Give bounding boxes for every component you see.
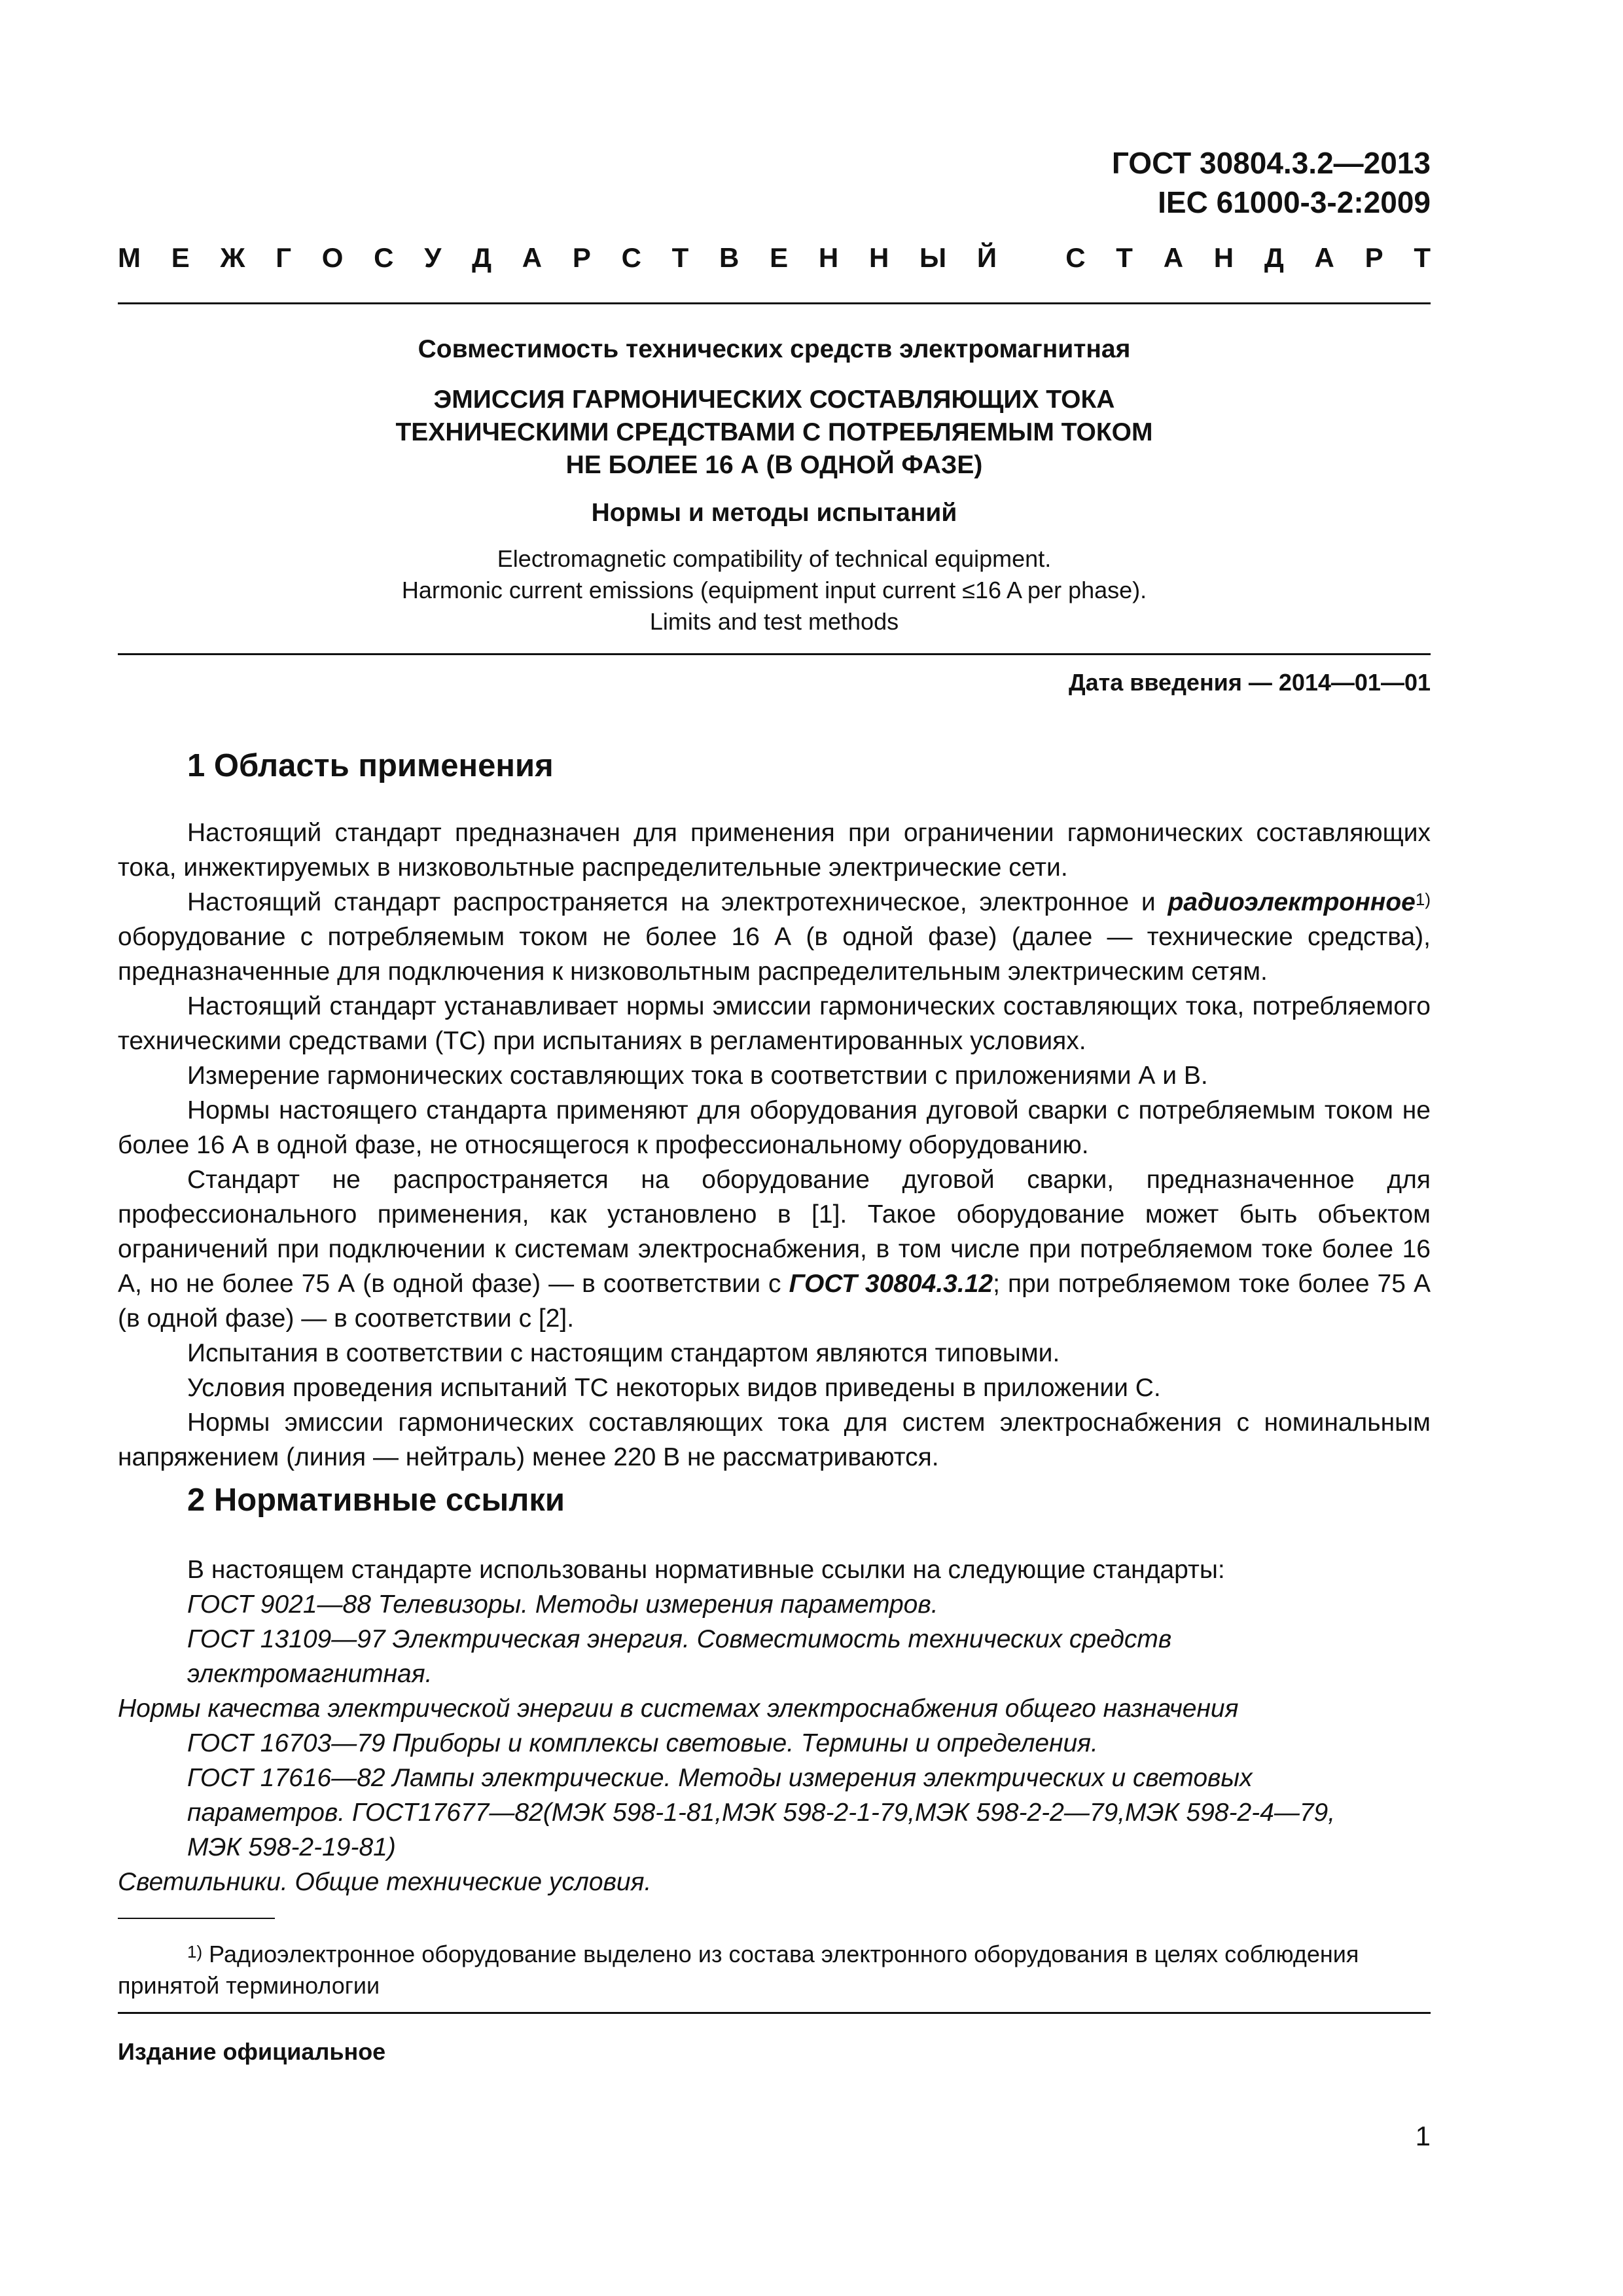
- reference-item: электромагнитная.: [187, 1660, 433, 1688]
- reference-item: Нормы качества электрической энергии в системах электроснабжения общего назначения: [118, 1695, 1239, 1723]
- footnote-ref[interactable]: 1): [1415, 889, 1431, 909]
- english-title-line: Electromagnetic compatibility of technical equipment.: [497, 545, 1052, 572]
- footnote-line: принятой терминологии: [118, 1972, 380, 1999]
- introduction-date: Дата введения — 2014—01—01: [1068, 669, 1431, 696]
- reference-item: ГОСТ 13109—97 Электрическая энергия. Совместимость технических средств: [187, 1625, 1172, 1653]
- banner-letter: Г: [276, 242, 291, 273]
- main-title-line: ЭМИССИЯ ГАРМОНИЧЕСКИХ СОСТАВЛЯЮЩИХ ТОКА: [433, 386, 1115, 414]
- banner-letter: С: [621, 242, 641, 273]
- banner-letter: Т: [671, 242, 689, 273]
- banner-letter: Т: [1116, 242, 1133, 273]
- banner-letter: А: [1163, 242, 1184, 273]
- banner-letter: Д: [472, 242, 492, 273]
- paragraph-text: оборудование с потребляемым током не более 16 А (в одной фазе) (далее — технические средства), предназначенные для подключения к низковольтным распределительным электрическим сетям.: [118, 923, 1431, 986]
- banner-letter: У: [424, 242, 442, 273]
- banner-gap: [1027, 242, 1035, 274]
- english-title: [118, 543, 1431, 637]
- paragraph: [118, 885, 1431, 989]
- paragraph: Настоящий стандарт предназначен для применения при ограничении гармонических составляющих тока, инжектируемых в низковольтные распределительные электрические сети.: [118, 819, 1431, 882]
- english-title-line: Limits and test methods: [649, 608, 899, 635]
- section-2-heading: 2 Нормативные ссылки: [187, 1482, 565, 1518]
- banner-letter: Ж: [220, 242, 245, 273]
- english-title-line: Harmonic current emissions (equipment input current ≤16 A per phase).: [401, 577, 1147, 603]
- banner-letter: Р: [1364, 242, 1383, 273]
- main-title: [118, 384, 1431, 482]
- banner-letter: Е: [770, 242, 789, 273]
- footnote-mark: 1): [187, 1942, 203, 1962]
- banner-letter: Е: [171, 242, 190, 273]
- banner-letter: А: [522, 242, 543, 273]
- reference-item: МЭК 598-2-19-81): [187, 1833, 396, 1861]
- section-1-heading: 1 Область применения: [187, 748, 554, 783]
- banner-letter: Й: [976, 242, 997, 273]
- banner-letter: С: [1065, 242, 1086, 273]
- emphasis-term: радиоэлектронное: [1168, 888, 1416, 916]
- banner-letter: М: [118, 242, 141, 273]
- title-divider: [118, 653, 1431, 655]
- document-number: ГОСТ 30804.3.2—2013: [1111, 146, 1431, 180]
- footnote-text: Радиоэлектронное оборудование выделено из состава электронного оборудования в целях соблюдения: [202, 1941, 1359, 1967]
- paragraph: [118, 1162, 1431, 1336]
- references-list: [118, 1552, 1431, 1899]
- paragraph: Настоящий стандарт устанавливает нормы эмиссии гармонических составляющих тока, потребляемого техническими средствами (ТС) при испытаниях в регламентированных условиях.: [118, 992, 1431, 1055]
- banner-letter: Т: [1414, 242, 1431, 273]
- footer-divider: [118, 2012, 1431, 2014]
- reference-item: ГОСТ 9021—88 Телевизоры. Методы измерения параметров.: [187, 1590, 938, 1619]
- paragraph-text: Стандарт не распространяется на оборудование дуговой сварки, предназначенное для профессионального применения, как установлено в [1]. Такое оборудование может быть объектом ограничений при подключении к системам электроснабжения, в том числе при потребляемом токе более 16 А, но не более 75 А (в одной фазе) — в соответствии с: [118, 1166, 1431, 1298]
- main-title-line: НЕ БОЛЕЕ 16 А (В ОДНОЙ ФАЗЕ): [565, 451, 983, 479]
- section-1-body: [118, 816, 1431, 1475]
- banner-letter: Д: [1264, 242, 1284, 273]
- standard-link[interactable]: ГОСТ 30804.3.12: [789, 1270, 993, 1298]
- page-number: 1: [1415, 2121, 1431, 2151]
- banner-letter: Ы: [919, 242, 947, 273]
- iec-number: IEC 61000-3-2:2009: [1158, 185, 1431, 219]
- banner-letter: С: [374, 242, 394, 273]
- main-title-line: ТЕХНИЧЕСКИМИ СРЕДСТВАМИ С ПОТРЕБЛЯЕМЫМ ТОКОМ: [395, 418, 1153, 446]
- reference-item: ГОСТ 16703—79 Приборы и комплексы световые. Термины и определения.: [187, 1729, 1098, 1757]
- banner-letter: Н: [818, 242, 839, 273]
- paragraph-text: ; при потребляемом токе более 75 А (в одной фазе) — в соответствии с [2].: [118, 1270, 1431, 1333]
- references-intro: В настоящем стандарте использованы нормативные ссылки на следующие стандарты:: [187, 1556, 1225, 1584]
- norms-subtitle: Нормы и методы испытаний: [591, 499, 957, 527]
- banner-letter: О: [321, 242, 344, 273]
- paragraph: Условия проведения испытаний ТС некоторых видов приведены в приложении С.: [187, 1374, 1161, 1402]
- banner-letter: Н: [868, 242, 889, 273]
- footnote: [118, 1939, 1431, 2001]
- header-divider: [118, 302, 1431, 304]
- paragraph: Нормы эмиссии гармонических составляющих тока для систем электроснабжения с номинальным напряжением (линия — нейтраль) менее 220 В не рассматриваются.: [118, 1408, 1431, 1471]
- reference-item: параметров. ГОСТ17677—82(МЭК 598-1-81,МЭК 598-2-1-79,МЭК 598-2-2—79,МЭК 598-2-4—79,: [187, 1799, 1336, 1827]
- footnote-line: [118, 1939, 1431, 1970]
- title-line: Совместимость технических средств электромагнитная: [418, 335, 1131, 363]
- paragraph: Измерение гармонических составляющих тока в соответствии с приложениями А и В.: [187, 1062, 1208, 1090]
- standard-banner: [118, 242, 1431, 274]
- reference-item: Светильники. Общие технические условия.: [118, 1868, 652, 1896]
- banner-letter: Н: [1213, 242, 1234, 273]
- banner-letter: В: [719, 242, 740, 273]
- official-edition: Издание официальное: [118, 2038, 386, 2065]
- banner-letter: Р: [572, 242, 591, 273]
- banner-letter: А: [1314, 242, 1334, 273]
- paragraph: Нормы настоящего стандарта применяют для оборудования дуговой сварки с потребляемым током не более 16 А в одной фазе, не относящегося к профессиональному оборудованию.: [118, 1096, 1431, 1159]
- paragraph-text: Настоящий стандарт распространяется на электротехническое, электронное и: [187, 888, 1168, 916]
- footnote-divider: [118, 1918, 275, 1919]
- reference-item: ГОСТ 17616—82 Лампы электрические. Методы измерения электрических и световых: [187, 1764, 1253, 1792]
- paragraph: Испытания в соответствии с настоящим стандартом являются типовыми.: [187, 1339, 1060, 1367]
